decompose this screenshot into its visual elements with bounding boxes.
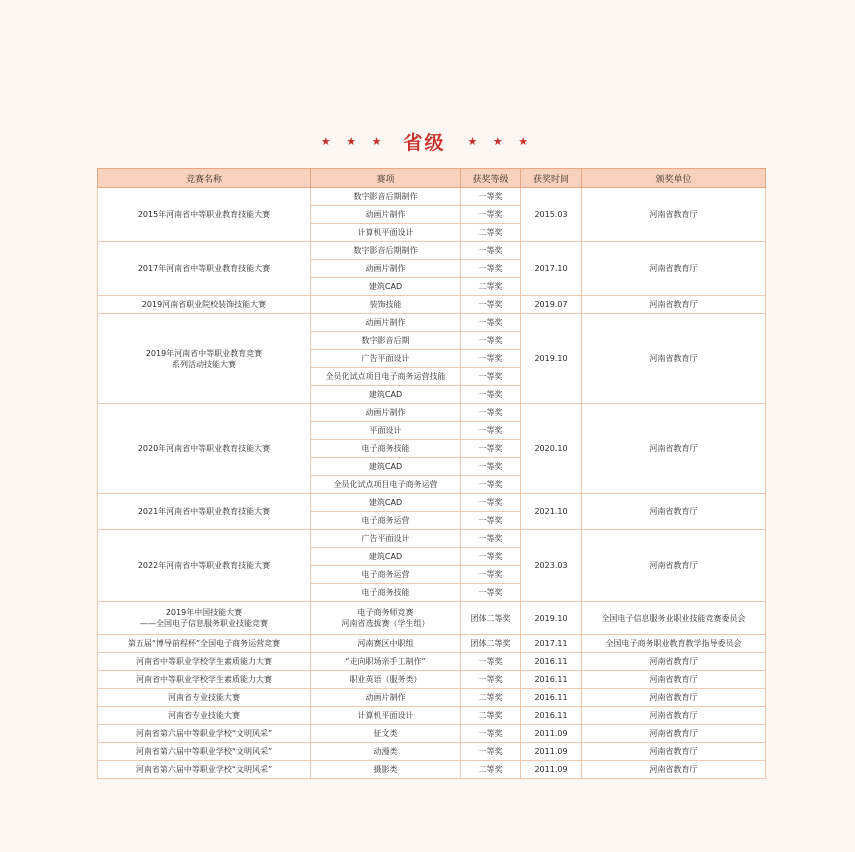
award-cell — [461, 332, 521, 350]
date-cell — [521, 602, 582, 635]
event-cell-text: 建筑CAD — [368, 462, 403, 471]
competition-cell — [98, 671, 311, 689]
table-row — [98, 188, 766, 206]
table-row — [98, 725, 766, 743]
award-cell — [461, 761, 521, 779]
event-cell-text: 动漫类 — [373, 747, 398, 756]
issuer-cell-text: 河南省教育厅 — [649, 264, 698, 273]
award-cell-text: 一等奖 — [478, 192, 503, 201]
date-cell-text: 2019.10 — [534, 613, 568, 623]
event-cell — [311, 386, 461, 404]
table-row — [98, 404, 766, 422]
table-body — [98, 188, 766, 779]
competition-cell-text: 河南省专业技能大赛 — [168, 711, 240, 720]
event-cell-text: 动画片制作 — [365, 693, 406, 702]
award-cell — [461, 458, 521, 476]
award-cell-text: 二等奖 — [478, 711, 503, 720]
table-row — [98, 530, 766, 548]
award-cell — [461, 350, 521, 368]
table-row — [98, 689, 766, 707]
award-cell — [461, 206, 521, 224]
award-cell-text: 一等奖 — [478, 588, 503, 597]
award-cell — [461, 404, 521, 422]
issuer-cell — [582, 404, 766, 494]
event-cell — [311, 494, 461, 512]
award-cell — [461, 584, 521, 602]
event-cell — [311, 440, 461, 458]
event-cell-text: 动画片制作 — [365, 318, 406, 327]
competition-cell-text: 2022年河南省中等职业教育技能大赛 — [137, 561, 271, 570]
issuer-cell-text: 河南省教育厅 — [649, 729, 698, 738]
header-row — [98, 169, 766, 188]
date-cell — [521, 314, 582, 404]
event-cell — [311, 530, 461, 548]
date-cell-text: 2020.10 — [534, 444, 568, 453]
event-cell-text: 数字影音后期 — [361, 336, 410, 345]
date-cell-text: 2016.11 — [534, 675, 568, 684]
header-award: 获奖等级 — [461, 169, 521, 188]
event-cell-text: 电子商务技能 — [361, 588, 410, 597]
competition-cell — [98, 404, 311, 494]
award-cell — [461, 707, 521, 725]
date-cell — [521, 725, 582, 743]
award-cell — [461, 671, 521, 689]
award-cell-text: 一等奖 — [478, 516, 503, 525]
issuer-cell — [582, 296, 766, 314]
competition-cell — [98, 602, 311, 635]
event-cell-text: 动画片制作 — [365, 210, 406, 219]
date-cell-text: 2019.07 — [534, 300, 568, 309]
event-cell-text: 平面设计 — [369, 426, 402, 435]
award-cell-text: 一等奖 — [478, 300, 503, 309]
issuer-cell — [582, 707, 766, 725]
event-cell-text: 动画片制作 — [365, 408, 406, 417]
event-cell — [311, 368, 461, 386]
event-cell-text: 电子商务技能 — [361, 444, 410, 453]
competition-cell — [98, 761, 311, 779]
competition-cell — [98, 242, 311, 296]
section-title: 省级 — [403, 131, 446, 154]
stars-right-icon: ★ ★ ★ — [467, 134, 535, 148]
issuer-cell-text: 河南省教育厅 — [649, 210, 698, 219]
competition-cell — [98, 743, 311, 761]
award-cell — [461, 278, 521, 296]
event-cell — [311, 512, 461, 530]
date-cell — [521, 761, 582, 779]
competition-cell — [98, 494, 311, 530]
event-cell — [311, 635, 461, 653]
event-cell — [311, 404, 461, 422]
date-cell — [521, 635, 582, 653]
issuer-cell-text: 河南省教育厅 — [649, 354, 698, 363]
table-header — [98, 169, 766, 188]
table-row — [98, 242, 766, 260]
award-cell-text: 一等奖 — [478, 210, 503, 219]
award-cell-text: 一等奖 — [478, 318, 503, 327]
event-cell — [311, 224, 461, 242]
event-cell-text: 建筑CAD — [368, 390, 403, 399]
table-row — [98, 671, 766, 689]
competition-cell-text: 河南省专业技能大赛 — [168, 693, 240, 702]
date-cell-text: 2016.11 — [534, 711, 568, 720]
date-cell-text: 2019.10 — [534, 354, 568, 363]
event-cell-text: “走向职场亲手工制作” — [345, 657, 426, 666]
award-cell — [461, 743, 521, 761]
date-cell — [521, 296, 582, 314]
header-event: 赛项 — [311, 169, 461, 188]
issuer-cell-text: 河南省教育厅 — [649, 657, 698, 666]
date-cell — [521, 242, 582, 296]
competition-cell-text: 河南省第六届中等职业学校“文明风采” — [135, 729, 273, 738]
date-cell-text: 2015.03 — [534, 210, 568, 219]
award-cell-text: 一等奖 — [478, 675, 503, 684]
competition-cell — [98, 635, 311, 653]
award-cell-text: 一等奖 — [478, 552, 503, 561]
event-cell — [311, 761, 461, 779]
date-cell — [521, 530, 582, 602]
competition-cell-text: 2021年河南省中等职业教育技能大赛 — [137, 507, 271, 516]
header-issuer: 颁奖单位 — [582, 169, 766, 188]
award-cell-text: 一等奖 — [478, 534, 503, 543]
award-cell — [461, 548, 521, 566]
date-cell — [521, 188, 582, 242]
event-cell — [311, 671, 461, 689]
header-date: 获奖时间 — [521, 169, 582, 188]
table-row — [98, 635, 766, 653]
award-cell-text: 一等奖 — [478, 372, 503, 381]
award-cell — [461, 512, 521, 530]
event-cell — [311, 332, 461, 350]
award-cell-text: 一等奖 — [478, 462, 503, 471]
award-cell-text: 一等奖 — [478, 426, 503, 435]
event-cell — [311, 278, 461, 296]
awards-table — [97, 168, 766, 779]
award-cell — [461, 386, 521, 404]
event-cell-text: 建筑CAD — [368, 552, 403, 561]
date-cell — [521, 671, 582, 689]
issuer-cell — [582, 602, 766, 635]
date-cell-text: 2016.11 — [534, 693, 568, 702]
event-cell-text: 电子商务运营 — [361, 516, 410, 525]
award-cell-text: 一等奖 — [478, 354, 503, 363]
issuer-cell-text: 全国电子商务职业教育教学指导委员会 — [605, 639, 742, 648]
award-cell-text: 二等奖 — [478, 765, 503, 774]
award-cell — [461, 602, 521, 635]
issuer-cell — [582, 530, 766, 602]
date-cell-text: 2011.09 — [534, 747, 568, 756]
table-row — [98, 296, 766, 314]
award-cell — [461, 260, 521, 278]
issuer-cell — [582, 494, 766, 530]
competition-cell — [98, 689, 311, 707]
issuer-cell-text: 河南省教育厅 — [649, 444, 698, 453]
award-cell — [461, 440, 521, 458]
award-cell — [461, 188, 521, 206]
award-cell-text: 一等奖 — [478, 657, 503, 666]
date-cell-text: 2011.09 — [534, 729, 568, 738]
award-cell — [461, 689, 521, 707]
event-cell — [311, 725, 461, 743]
date-cell-text: 2016.11 — [534, 657, 568, 666]
table-row — [98, 653, 766, 671]
award-cell-text: 一等奖 — [478, 480, 503, 489]
award-cell — [461, 725, 521, 743]
award-cell — [461, 494, 521, 512]
issuer-cell — [582, 653, 766, 671]
section-heading — [0, 126, 855, 156]
competition-cell — [98, 296, 311, 314]
competition-cell-text: 河南省中等职业学校学生素质能力大赛 — [136, 675, 272, 684]
event-cell — [311, 743, 461, 761]
event-cell-text: 数字影音后期制作 — [353, 192, 418, 201]
event-cell-text: 建筑CAD — [368, 498, 403, 507]
date-cell-text: 2017.11 — [534, 639, 568, 648]
table-row — [98, 314, 766, 332]
award-cell-text: 一等奖 — [478, 390, 503, 399]
award-cell — [461, 296, 521, 314]
issuer-cell — [582, 635, 766, 653]
award-cell — [461, 314, 521, 332]
table-row — [98, 707, 766, 725]
date-cell-text: 2017.10 — [534, 264, 568, 273]
date-cell — [521, 404, 582, 494]
event-cell — [311, 296, 461, 314]
event-cell — [311, 260, 461, 278]
event-cell-text: 装饰技能 — [369, 300, 402, 309]
competition-cell-text: 2015年河南省中等职业教育技能大赛 — [137, 210, 271, 219]
event-cell-text: 电子商务运营 — [361, 570, 410, 579]
issuer-cell-text: 河南省教育厅 — [649, 711, 698, 720]
issuer-cell-text: 河南省教育厅 — [649, 507, 698, 516]
date-cell-text: 2021.10 — [534, 507, 568, 516]
issuer-cell — [582, 242, 766, 296]
event-cell — [311, 689, 461, 707]
issuer-cell-text: 河南省教育厅 — [649, 747, 698, 756]
issuer-cell — [582, 761, 766, 779]
competition-cell — [98, 188, 311, 242]
award-cell — [461, 530, 521, 548]
award-cell-text: 一等奖 — [478, 408, 503, 417]
event-cell-text: 河南赛区中职组 — [357, 639, 414, 648]
issuer-cell-text: 河南省教育厅 — [649, 765, 698, 774]
award-cell-text: 二等奖 — [478, 693, 503, 702]
event-cell-text: 职业英语（服务类） — [349, 675, 422, 684]
award-cell — [461, 476, 521, 494]
competition-cell-text: 2020年河南省中等职业教育技能大赛 — [137, 444, 271, 453]
award-cell-text: 二等奖 — [478, 282, 503, 291]
event-cell — [311, 476, 461, 494]
table-row — [98, 494, 766, 512]
award-cell-text: 团体二等奖 — [470, 639, 511, 648]
stars-left-icon: ★ ★ ★ — [320, 134, 388, 148]
event-cell-text: 广告平面设计 — [361, 534, 410, 543]
header-competition: 竞赛名称 — [98, 169, 311, 188]
competition-cell-text: 河南省第六届中等职业学校“文明风采” — [135, 765, 273, 774]
issuer-cell — [582, 314, 766, 404]
award-cell-text: 一等奖 — [478, 264, 503, 273]
event-cell — [311, 350, 461, 368]
event-cell — [311, 458, 461, 476]
award-cell-text: 团体二等奖 — [470, 613, 511, 623]
issuer-cell-text: 全国电子信息服务业职业技能竞赛委员会 — [601, 613, 746, 623]
table-row — [98, 743, 766, 761]
award-cell — [461, 422, 521, 440]
date-cell-text: 2011.09 — [534, 765, 568, 774]
table-row — [98, 761, 766, 779]
issuer-cell — [582, 743, 766, 761]
award-cell-text: 一等奖 — [478, 729, 503, 738]
event-cell-text: 全员化试点项目电子商务运营技能 — [325, 372, 446, 381]
date-cell — [521, 707, 582, 725]
award-cell-text: 一等奖 — [478, 336, 503, 345]
event-cell — [311, 653, 461, 671]
event-cell-text: 广告平面设计 — [361, 354, 410, 363]
award-cell-text: 一等奖 — [478, 444, 503, 453]
event-cell-text: 全员化试点项目电子商务运营 — [333, 480, 438, 489]
event-cell — [311, 188, 461, 206]
event-cell — [311, 422, 461, 440]
issuer-cell — [582, 725, 766, 743]
event-cell — [311, 242, 461, 260]
award-cell — [461, 242, 521, 260]
award-cell — [461, 653, 521, 671]
event-cell-text: 计算机平面设计 — [357, 228, 414, 237]
competition-cell-text: 2019年中国技能大赛 ——全国电子信息服务职业技能竞赛 — [140, 608, 268, 628]
competition-cell — [98, 653, 311, 671]
competition-cell — [98, 707, 311, 725]
competition-cell-text: 第五届“博导前程杯”全国电子商务运营竞赛 — [127, 639, 281, 648]
issuer-cell-text: 河南省教育厅 — [649, 693, 698, 702]
issuer-cell — [582, 188, 766, 242]
competition-cell — [98, 725, 311, 743]
award-cell-text: 一等奖 — [478, 747, 503, 756]
issuer-cell-text: 河南省教育厅 — [649, 300, 698, 309]
event-cell-text: 电子商务师竞赛 河南省选拔赛（学生组） — [341, 608, 430, 628]
date-cell-text: 2023.03 — [534, 561, 568, 570]
date-cell — [521, 653, 582, 671]
event-cell — [311, 314, 461, 332]
competition-cell-text: 河南省第六届中等职业学校“文明风采” — [135, 747, 273, 756]
award-cell — [461, 368, 521, 386]
issuer-cell-text: 河南省教育厅 — [649, 675, 698, 684]
event-cell — [311, 584, 461, 602]
competition-cell-text: 2019河南省职业院校装饰技能大赛 — [141, 300, 267, 309]
event-cell — [311, 206, 461, 224]
award-cell — [461, 566, 521, 584]
date-cell — [521, 494, 582, 530]
award-cell-text: 二等奖 — [478, 228, 503, 237]
award-cell — [461, 224, 521, 242]
issuer-cell — [582, 689, 766, 707]
event-cell-text: 计算机平面设计 — [357, 711, 414, 720]
event-cell-text: 数字影音后期制作 — [353, 246, 418, 255]
table-row — [98, 602, 766, 635]
competition-cell-text: 河南省中等职业学校学生素质能力大赛 — [136, 657, 272, 666]
issuer-cell-text: 河南省教育厅 — [649, 561, 698, 570]
competition-cell-text: 2019年河南省中等职业教育竞赛 系列活动技能大赛 — [145, 348, 263, 369]
event-cell-text: 摄影类 — [373, 765, 398, 774]
event-cell — [311, 548, 461, 566]
competition-cell-text: 2017年河南省中等职业教育技能大赛 — [137, 264, 271, 273]
event-cell-text: 动画片制作 — [365, 264, 406, 273]
event-cell-text: 征文类 — [373, 729, 398, 738]
event-cell — [311, 566, 461, 584]
event-cell — [311, 707, 461, 725]
competition-cell — [98, 314, 311, 404]
event-cell-text: 建筑CAD — [368, 282, 403, 291]
date-cell — [521, 689, 582, 707]
event-cell — [311, 602, 461, 635]
competition-cell — [98, 530, 311, 602]
award-cell-text: 一等奖 — [478, 570, 503, 579]
date-cell — [521, 743, 582, 761]
award-cell-text: 一等奖 — [478, 246, 503, 255]
award-cell-text: 一等奖 — [478, 498, 503, 507]
issuer-cell — [582, 671, 766, 689]
award-cell — [461, 635, 521, 653]
